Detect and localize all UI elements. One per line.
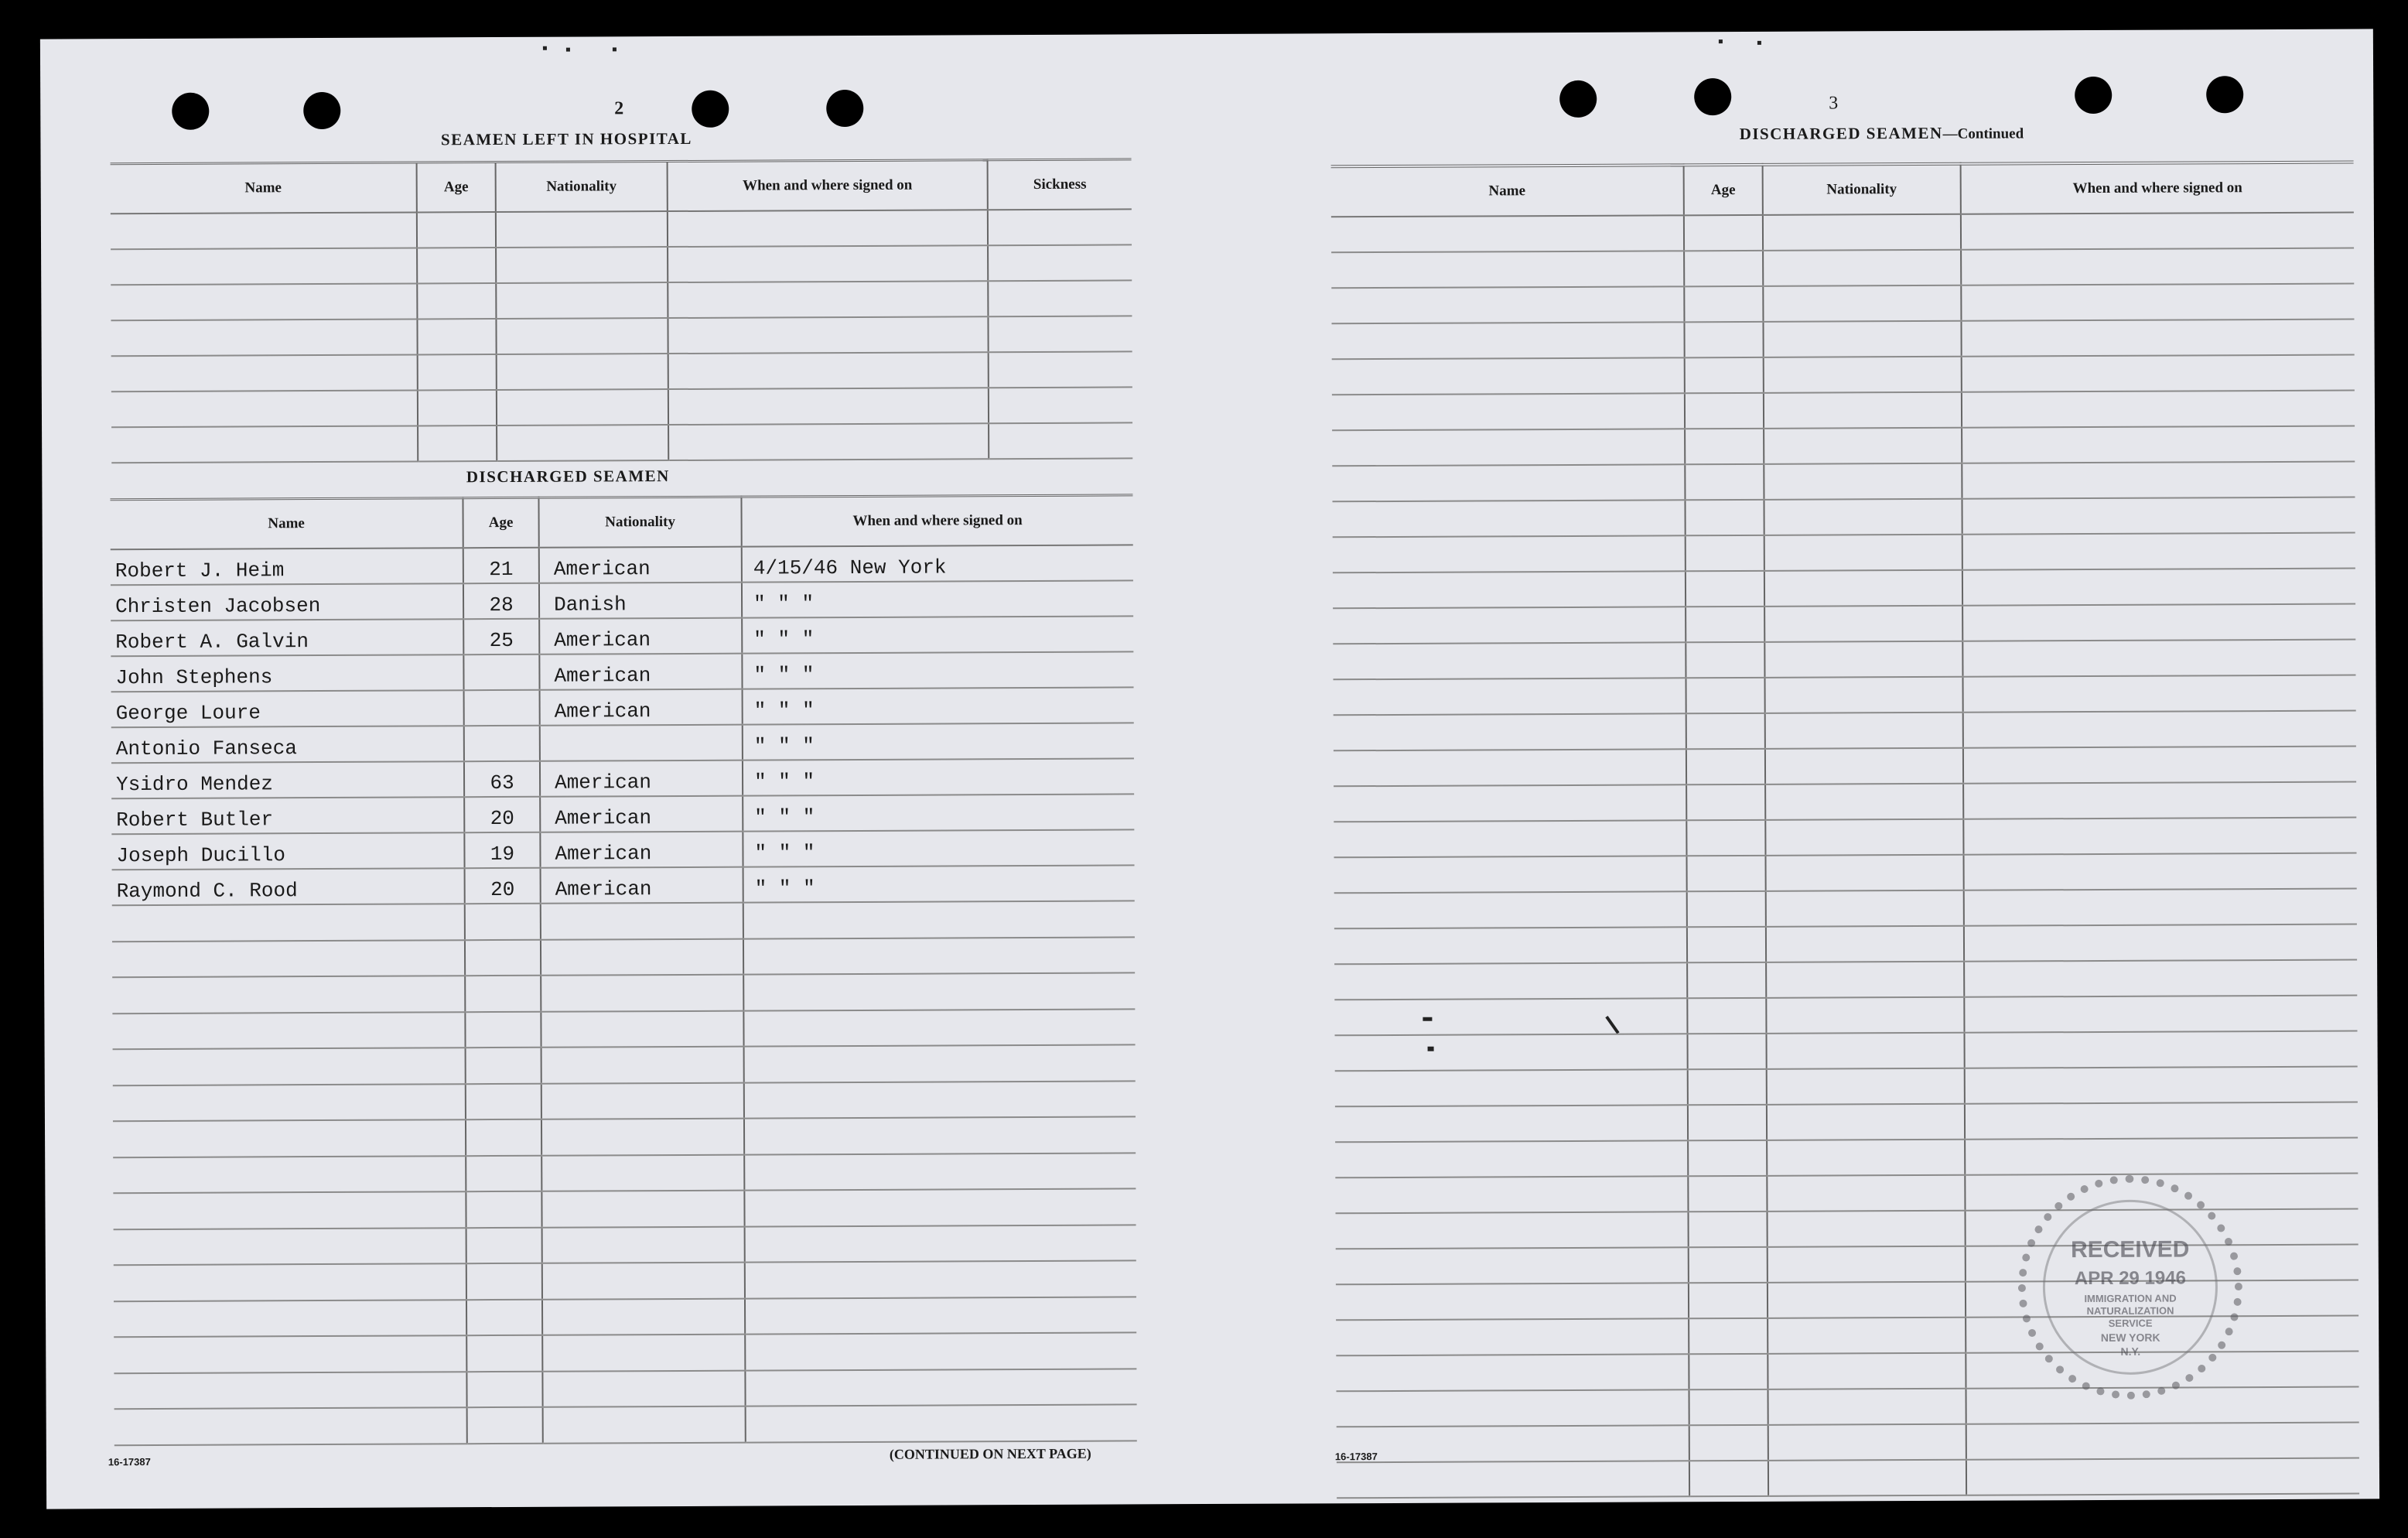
stamp-line: APR 29 1946: [2074, 1267, 2186, 1290]
seaman-name: Robert J. Heim: [111, 548, 463, 585]
column-header-age: Age: [463, 497, 538, 548]
table-row: [111, 580, 1133, 620]
blank-row: [113, 1116, 1136, 1157]
seaman-nationality: [540, 725, 743, 761]
column-header-age: Age: [417, 162, 496, 213]
seaman-name: John Stephens: [111, 655, 463, 692]
blank-row: [1334, 782, 2356, 822]
column-header-nationality: Nationality: [1763, 164, 1961, 215]
blank-row: [1333, 640, 2355, 680]
blank-row: [1334, 925, 2357, 965]
table-row: [111, 687, 1134, 727]
form-code: 16-17387: [108, 1455, 151, 1468]
blank-row: [1337, 1387, 2359, 1427]
seaman-age: [464, 726, 540, 761]
seaman-nationality: American: [539, 547, 742, 583]
blank-row: [1332, 391, 2355, 431]
table-row: [111, 758, 1134, 798]
blank-row: [114, 1332, 1136, 1372]
table-row: [111, 387, 1132, 427]
continued-note: (CONTINUED ON NEXT PAGE): [889, 1445, 1091, 1462]
seaman-name: Robert Butler: [111, 797, 464, 834]
stamp-line: SERVICE: [2108, 1317, 2153, 1329]
seaman-nationality: Danish: [539, 583, 742, 619]
blank-row: [1334, 889, 2357, 929]
blank-row: [1334, 853, 2357, 894]
blank-row: [1334, 711, 2356, 751]
blank-row: [112, 937, 1135, 977]
seaman-name: Ysidro Mendez: [111, 761, 464, 798]
seaman-name: Raymond C. Rood: [112, 868, 465, 905]
stamp-line: NEW YORK: [2100, 1331, 2160, 1344]
blank-row: [113, 1081, 1136, 1121]
seaman-age: 63: [464, 761, 540, 797]
left-page: [40, 34, 1230, 1509]
blank-row: [1333, 604, 2355, 644]
discharged-section-title: DISCHARGED SEAMEN: [466, 467, 670, 487]
right-page: [1247, 29, 2379, 1503]
seaman-signed-on: " " ": [743, 794, 1134, 831]
seaman-nationality: American: [539, 618, 742, 655]
seaman-age: 28: [463, 583, 539, 619]
table-row: [111, 545, 1133, 585]
column-header-signed-on: When and where signed on: [668, 160, 988, 211]
blank-row: [114, 1369, 1136, 1409]
stamp-line: NATURALIZATION: [2086, 1304, 2174, 1318]
seaman-nationality: American: [539, 654, 742, 690]
page-number: 2: [614, 98, 624, 119]
document-sheet: [40, 29, 2379, 1509]
blank-row: [1335, 1138, 2358, 1178]
seaman-signed-on: 4/15/46 New York: [742, 545, 1133, 582]
column-header-nationality: Nationality: [538, 497, 741, 548]
seaman-name: Joseph Ducillo: [111, 832, 464, 870]
table-row: [111, 616, 1133, 656]
column-header-name: Name: [1331, 165, 1684, 217]
received-stamp: [2017, 1174, 2242, 1400]
blank-row: [1333, 569, 2355, 609]
column-header-name: Name: [111, 162, 417, 214]
column-header-name: Name: [110, 498, 463, 549]
stamp-line: IMMIGRATION AND: [2084, 1292, 2177, 1305]
seaman-age: 25: [463, 619, 539, 655]
blank-row: [1333, 533, 2355, 573]
blank-row: [1333, 675, 2355, 716]
seaman-nationality: American: [540, 832, 743, 868]
seaman-name: Antonio Fanseca: [111, 726, 464, 763]
seaman-signed-on: " " ": [742, 616, 1133, 653]
blank-row: [1337, 1458, 2359, 1499]
blank-row: [1332, 426, 2355, 467]
table-row: [112, 865, 1135, 905]
seaman-nationality: American: [540, 760, 743, 797]
blank-row: [1334, 996, 2357, 1036]
table-row: [111, 316, 1132, 356]
seaman-signed-on: " " ": [743, 829, 1134, 866]
hospital-section-title: SEAMEN LEFT IN HOSPITAL: [440, 128, 692, 149]
blank-row: [114, 1404, 1137, 1444]
blank-row: [1334, 818, 2356, 858]
blank-row: [112, 972, 1135, 1013]
column-header-signed-on: When and where signed on: [1961, 162, 2354, 214]
hospital-table: [111, 158, 1133, 463]
blank-row: [1332, 462, 2355, 502]
title-main: DISCHARGED SEAMEN: [1739, 123, 1943, 144]
seaman-age: 20: [465, 868, 541, 904]
table-row: [111, 422, 1132, 463]
blank-row: [1331, 248, 2354, 289]
table-row: [111, 794, 1134, 834]
seaman-age: [463, 655, 539, 690]
title-suffix: —Continued: [1942, 125, 2024, 142]
blank-row: [1335, 1031, 2358, 1071]
stamp-line: RECEIVED: [2070, 1236, 2190, 1263]
column-header-sickness: Sickness: [988, 159, 1132, 210]
blank-row: [112, 1009, 1135, 1049]
column-header-signed-on: When and where signed on: [741, 495, 1132, 547]
seaman-signed-on: " " ": [743, 865, 1135, 902]
blank-row: [1331, 284, 2354, 324]
column-header-age: Age: [1684, 165, 1763, 215]
blank-row: [113, 1153, 1136, 1193]
table-row: [111, 209, 1132, 249]
blank-row: [112, 901, 1135, 941]
blank-row: [1334, 747, 2356, 787]
blank-row: [1337, 1423, 2359, 1463]
seaman-age: 21: [463, 548, 539, 583]
seaman-signed-on: " " ": [742, 580, 1133, 617]
table-row: [111, 351, 1132, 391]
page-number: 3: [1829, 93, 1839, 114]
blank-row: [114, 1225, 1136, 1265]
discharged-seamen-rows: [111, 545, 1137, 1444]
blank-row: [114, 1297, 1136, 1337]
table-row: [111, 829, 1134, 870]
seaman-nationality: American: [541, 867, 743, 904]
blank-row: [114, 1260, 1136, 1300]
seaman-nationality: American: [540, 689, 743, 726]
discharged-continued-title: [1680, 123, 2082, 144]
blank-row: [1332, 497, 2355, 538]
seaman-signed-on: " " ": [742, 651, 1133, 689]
table-row: [111, 244, 1132, 285]
blank-row: [1332, 355, 2355, 395]
seaman-name: George Loure: [111, 690, 464, 727]
column-header-nationality: Nationality: [496, 162, 668, 212]
table-row: [111, 651, 1133, 692]
seaman-age: 20: [464, 797, 540, 832]
seaman-age: [464, 690, 540, 726]
stamp-line: N.Y.: [2120, 1345, 2141, 1358]
seaman-nationality: American: [540, 796, 743, 832]
seaman-age: 19: [464, 832, 540, 868]
blank-row: [1335, 1067, 2358, 1107]
seaman-signed-on: " " ": [743, 758, 1134, 795]
seaman-name: Robert A. Galvin: [111, 619, 463, 656]
table-row: [111, 280, 1132, 320]
seaman-signed-on: " " ": [743, 723, 1134, 760]
blank-row: [1331, 213, 2354, 253]
discharged-seamen-table: [110, 494, 1136, 1445]
blank-row: [1335, 1102, 2358, 1143]
seaman-signed-on: " " ": [743, 687, 1134, 724]
table-row: [111, 723, 1134, 763]
blank-row: [113, 1188, 1136, 1229]
blank-row: [1331, 320, 2354, 360]
blank-row: [113, 1044, 1136, 1085]
blank-row: [1334, 960, 2357, 1000]
form-code: 16-17387: [1334, 1451, 1378, 1463]
seaman-name: Christen Jacobsen: [111, 583, 463, 620]
